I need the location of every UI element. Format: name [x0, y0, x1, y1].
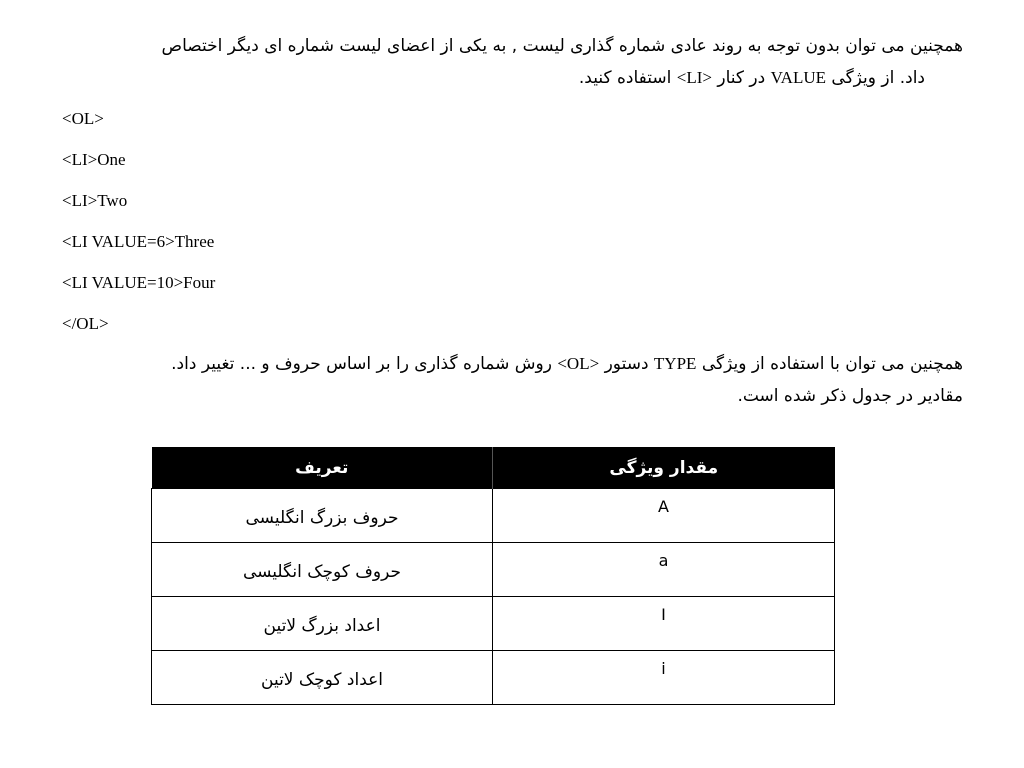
header-definition: تعریف: [152, 447, 493, 489]
cell-value: A: [493, 489, 835, 543]
cell-value: i: [493, 651, 835, 705]
type-line-2: مقادیر در جدول ذکر شده است.: [737, 386, 963, 406]
table-row: [152, 543, 835, 597]
type-values-table: [151, 447, 835, 705]
intro-line-2: داد. از ویژگی VALUE در کنار <LI> استفاده کنید.: [578, 68, 925, 88]
type-paragraph: [60, 348, 963, 412]
code-line: <LI VALUE=10>Four: [62, 273, 216, 292]
type-attribute-name: TYPE: [653, 354, 697, 373]
code-line: <LI>Two: [62, 191, 128, 210]
code-line: </OL>: [62, 314, 109, 333]
code-line: <OL>: [62, 109, 104, 128]
value-attribute-name: VALUE: [770, 68, 826, 87]
table-row: [152, 651, 835, 705]
cell-definition: حروف بزرگ انگلیسی: [152, 489, 493, 543]
cell-value: a: [493, 543, 835, 597]
table-row: [152, 597, 835, 651]
intro-line-1: همچنین می توان بدون توجه به روند عادی شماره گذاری لیست , به یکی از اعضای لیست شماره ای دیگر اختصاص: [161, 36, 963, 56]
cell-value: I: [493, 597, 835, 651]
table-row: [152, 489, 835, 543]
header-value: مقدار ویژگی: [493, 447, 835, 489]
code-line: <LI VALUE=6>Three: [62, 232, 215, 251]
ol-tag-inline: <OL>: [557, 354, 600, 373]
cell-definition: حروف کوچک انگلیسی: [152, 543, 493, 597]
li-tag-inline: <LI>: [676, 68, 712, 87]
table-header-row: [152, 447, 835, 489]
cell-definition: اعداد بزرگ لاتین: [152, 597, 493, 651]
code-line: <LI>One: [62, 150, 126, 169]
type-line-1: همچنین می توان با استفاده از ویژگی TYPE دستور <OL> روش شماره گذاری را بر اساس حروف و ... تغییر داد.: [171, 354, 963, 374]
cell-definition: اعداد کوچک لاتین: [152, 651, 493, 705]
intro-paragraph: [60, 30, 963, 94]
